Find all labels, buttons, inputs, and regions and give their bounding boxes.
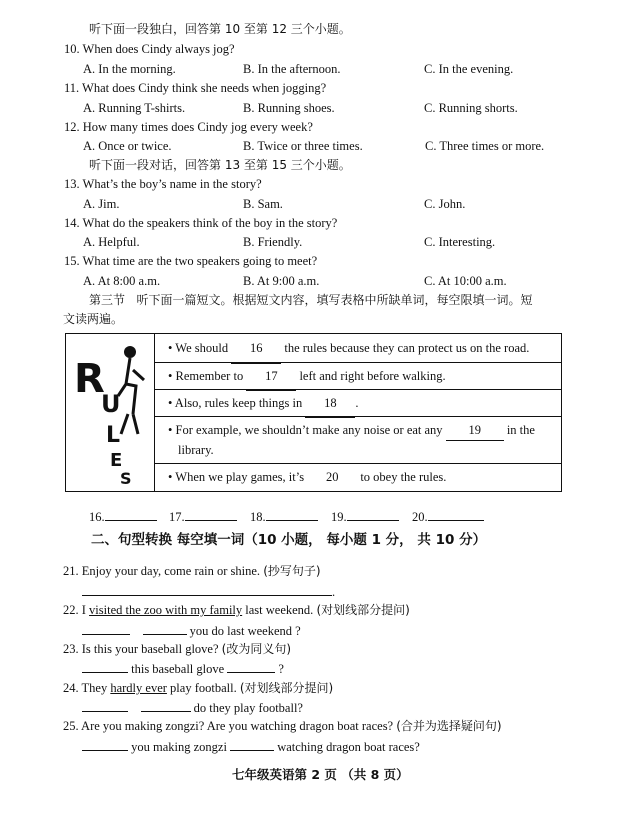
answer-18-line[interactable]	[266, 508, 318, 521]
q25-text: 25. Are you making zongzi? Are you watching dragon boat races?	[63, 719, 394, 733]
rules-row-20-pre: • When we play games, it’s	[168, 470, 305, 484]
q22-note: (对划线部分提问)	[316, 603, 410, 617]
answer-17-label: 17.	[169, 510, 185, 524]
option-10b: B. In the afternoon.	[243, 62, 341, 76]
q21-answer[interactable]	[82, 583, 335, 600]
q24-pre: 24. They	[63, 681, 108, 695]
q22-line2: you do last weekend ?	[189, 624, 301, 638]
svg-text:L: L	[106, 423, 121, 448]
answer-19-label: 19.	[331, 510, 347, 524]
question-12: 12. How many times does Cindy jog every week?	[64, 120, 313, 134]
option-13b: B. Sam.	[243, 197, 283, 211]
option-13a: A. Jim.	[83, 197, 120, 211]
q23-blank-2[interactable]	[227, 660, 275, 673]
question-13: 13. What’s the boy’s name in the story?	[64, 177, 262, 191]
q21-answer-line[interactable]	[82, 583, 332, 596]
blank-19: 19	[446, 421, 504, 441]
q21-note: (抄写句子)	[263, 564, 321, 578]
q24-note: (对划线部分提问)	[239, 681, 334, 695]
answer-20-line[interactable]	[428, 508, 484, 521]
option-11b: B. Running shoes.	[243, 101, 335, 115]
q23-end: ?	[278, 662, 284, 676]
rules-row-19-pre: • For example, we shouldn’t make any noise or eat any	[168, 423, 443, 437]
answer-20[interactable]	[412, 508, 484, 525]
question-14: 14. What do the speakers think of the boy in the story?	[64, 216, 338, 230]
option-13c: C. John.	[424, 197, 466, 211]
blank-18: 18	[305, 390, 355, 418]
rules-row-20	[154, 464, 561, 491]
rules-row-18	[154, 390, 561, 417]
question-25	[63, 718, 502, 734]
q24-post: play football.	[170, 681, 237, 695]
q24-line2: do they play football?	[193, 701, 303, 715]
svg-text:S: S	[120, 469, 132, 488]
part-a-instruction: 听下面一段独白，回答第 10 至第 12 三个小题。	[89, 22, 351, 36]
answer-17-line[interactable]	[185, 508, 237, 521]
option-15c: C. At 10:00 a.m.	[424, 274, 507, 288]
q25-answer[interactable]	[82, 738, 420, 755]
q23-mid: this baseball glove	[131, 662, 225, 676]
rules-row-19-post: in the	[506, 423, 535, 437]
rules-row-19	[154, 417, 561, 464]
rules-row-19-line2: library.	[178, 443, 214, 457]
blank-17: 17	[246, 363, 296, 391]
rules-row-16-post: the rules because they can protect us on the road.	[284, 341, 530, 355]
q24-blank-2[interactable]	[141, 699, 191, 712]
q23-text: 23. Is this your baseball glove?	[63, 642, 219, 656]
part-b-instruction: 听下面一段对话，回答第 13 至第 15 三个小题。	[89, 158, 351, 172]
answer-19-line[interactable]	[347, 508, 399, 521]
answer-16-label: 16.	[89, 510, 105, 524]
option-11c: C. Running shorts.	[424, 101, 518, 115]
rules-row-17	[154, 363, 561, 390]
answer-18[interactable]	[250, 508, 318, 525]
section3-text1: 听下面一篇短文。根据短文内容，填写表格中所缺单词，每空限填一词。短	[136, 293, 533, 307]
option-10c: C. In the evening.	[424, 62, 514, 76]
option-10a: A. In the morning.	[83, 62, 176, 76]
q22-blank-2[interactable]	[143, 622, 187, 635]
section3-text2: 文读两遍。	[63, 312, 124, 326]
svg-text:R: R	[74, 356, 105, 402]
rules-row-20-post: to obey the rules.	[360, 470, 447, 484]
q22-blank-1[interactable]	[82, 622, 130, 635]
rules-illustration	[66, 334, 155, 491]
q21-text: 21. Enjoy your day, come rain or shine.	[63, 564, 261, 578]
page-footer: 七年级英语第 2 页 （共 8 页）	[232, 767, 409, 782]
q23-note: (改为同义句)	[221, 642, 292, 656]
option-14a: A. Helpful.	[83, 235, 140, 249]
option-12a: A. Once or twice.	[83, 139, 172, 153]
q25-blank-1[interactable]	[82, 738, 128, 751]
section3-label: 第三节	[89, 293, 126, 307]
question-10: 10. When does Cindy always jog?	[64, 42, 235, 56]
answer-19[interactable]	[331, 508, 399, 525]
q25-end: watching dragon boat races?	[277, 740, 420, 754]
option-11a: A. Running T-shirts.	[83, 101, 186, 115]
answer-16-line[interactable]	[105, 508, 157, 521]
option-15a: A. At 8:00 a.m.	[83, 274, 161, 288]
section2-title: 二、句型转换 每空填一词（10 小题， 每小题 1 分， 共 10 分）	[91, 532, 487, 548]
rules-row-18-post: .	[355, 396, 359, 410]
q25-blank-2[interactable]	[230, 738, 274, 751]
question-21	[63, 563, 321, 579]
rules-row-17-pre: • Remember to	[168, 369, 244, 383]
q25-note: (合并为选择疑问句)	[396, 719, 502, 733]
rules-row-16-pre: • We should	[168, 341, 229, 355]
option-15b: B. At 9:00 a.m.	[243, 274, 320, 288]
q24-answer[interactable]	[82, 699, 303, 716]
question-23	[63, 641, 291, 657]
question-11: 11. What does Cindy think she needs when jogging?	[64, 81, 327, 95]
answer-17[interactable]	[169, 508, 237, 525]
option-14b: B. Friendly.	[243, 235, 303, 249]
blank-20: 20	[307, 464, 357, 492]
rules-row-16	[154, 334, 561, 363]
q22-pre: 22. I	[63, 603, 86, 617]
question-24	[63, 680, 333, 696]
q22-underlined: visited the zoo with my family	[89, 603, 243, 617]
svg-text:U: U	[101, 390, 121, 418]
q25-mid: you making zongzi	[131, 740, 227, 754]
q24-underlined: hardly ever	[110, 681, 167, 695]
question-22	[63, 602, 410, 618]
answer-20-label: 20.	[412, 510, 428, 524]
rules-figure-icon	[66, 334, 154, 491]
q23-blank-1[interactable]	[82, 660, 128, 673]
option-14c: C. Interesting.	[424, 235, 496, 249]
answer-16[interactable]	[89, 508, 157, 525]
option-12b: B. Twice or three times.	[243, 139, 363, 153]
rules-table	[65, 333, 562, 492]
svg-text:E: E	[110, 450, 123, 471]
q22-answer[interactable]	[82, 622, 301, 639]
option-12c: C. Three times or more.	[425, 139, 545, 153]
q22-post: last weekend.	[245, 603, 314, 617]
q24-blank-1[interactable]	[82, 699, 128, 712]
answer-18-label: 18.	[250, 510, 266, 524]
blank-16: 16	[231, 334, 281, 364]
rules-row-17-post: left and right before walking.	[299, 369, 446, 383]
q21-end: .	[332, 585, 336, 599]
rules-row-18-pre: • Also, rules keep things in	[168, 396, 303, 410]
question-15: 15. What time are the two speakers going to meet?	[64, 254, 318, 268]
section3-heading	[89, 292, 532, 308]
q23-answer[interactable]	[82, 660, 284, 677]
